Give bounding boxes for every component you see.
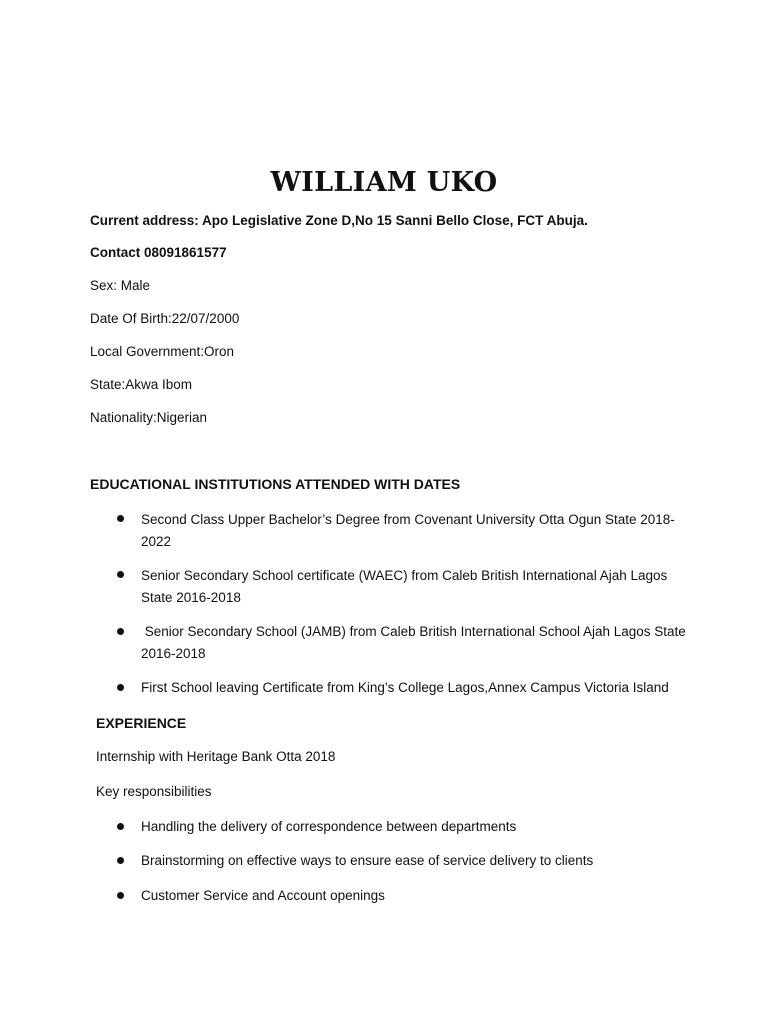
responsibility-item: Handling the delivery of correspondence between departments [141, 819, 517, 834]
bullet-icon [117, 571, 124, 578]
current-address: Current address: Apo Legislative Zone D,No 15 Sanni Bello Close, FCT Abuja. [90, 213, 588, 228]
bullet-icon [117, 857, 124, 864]
bullet-icon [117, 892, 124, 899]
responsibility-item: Brainstorming on effective ways to ensure ease of service delivery to clients [141, 853, 594, 868]
bullet-icon [117, 823, 124, 830]
responsibilities-label: Key responsibilities [96, 784, 212, 799]
experience-heading: EXPERIENCE [96, 715, 187, 731]
education-heading: EDUCATIONAL INSTITUTIONS ATTENDED WITH DATES [90, 476, 461, 492]
date-of-birth-field: Date Of Birth:22/07/2000 [90, 311, 240, 326]
bullet-icon [117, 628, 124, 635]
local-government-field: Local Government:Oron [90, 344, 235, 359]
state-field: State:Akwa Ibom [90, 377, 193, 392]
education-item: Second Class Upper Bachelor’s Degree from Covenant University Otta Ogun State 2018-2022 [141, 512, 675, 549]
nationality-field: Nationality:Nigerian [90, 410, 208, 425]
education-item: Senior Secondary School (JAMB) from Caleb British International School Ajah Lagos State 2016-2018 [141, 624, 690, 661]
candidate-name: WILLIAM UKO [270, 167, 498, 198]
contact-number: Contact 08091861577 [90, 245, 227, 260]
internship-role: Internship with Heritage Bank Otta 2018 [96, 749, 336, 764]
bullet-icon [117, 684, 124, 691]
responsibility-item: Customer Service and Account openings [141, 888, 385, 903]
education-item: Senior Secondary School certificate (WAEC) from Caleb British International Ajah Lagos State 2016-2018 [141, 568, 668, 605]
bullet-icon [117, 515, 124, 522]
sex-field: Sex: Male [90, 278, 151, 293]
education-item: First School leaving Certificate from King’s College Lagos,Annex Campus Victoria Island [141, 680, 669, 695]
